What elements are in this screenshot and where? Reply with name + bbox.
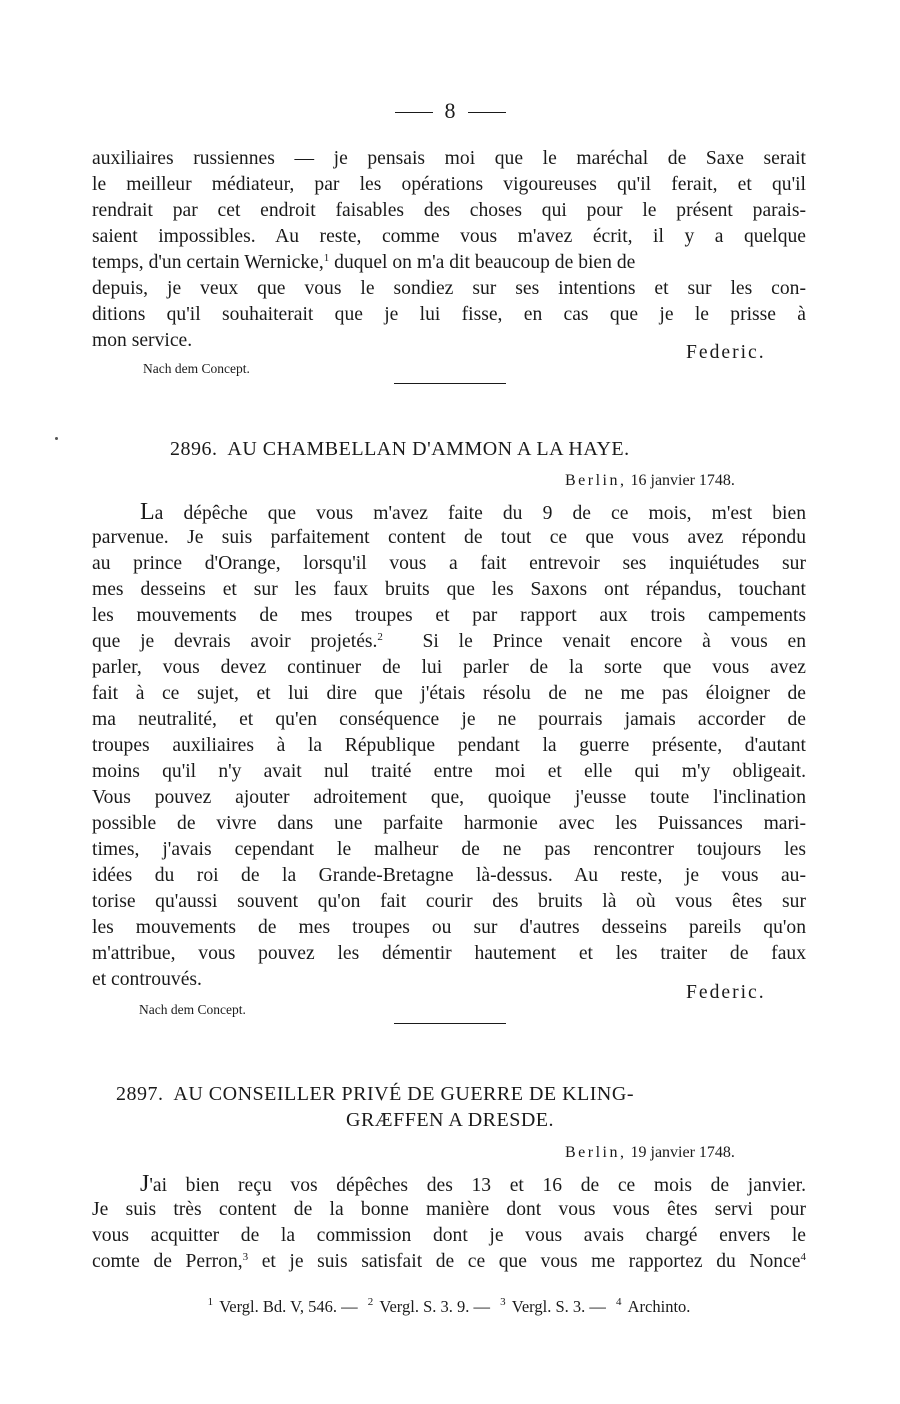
text-line: mon service. <box>92 330 193 351</box>
text-line: vous acquitter de la commission dont je vous avais chargé envers le <box>92 1225 806 1246</box>
text-line: parvenue. Je suis parfaitement content de tout ce que vous avez répondu <box>92 527 806 548</box>
footnote: $^3$ Vergl. S. 3. — <box>500 1296 606 1316</box>
text-line: le meilleur médiateur, par les opérations vigoureuses qu'il ferait, et qu'il <box>92 174 806 195</box>
footnote-ref: 4 <box>800 1251 806 1263</box>
text-line: mes desseins et sur les faux bruits que les Saxons ont répandus, touchant <box>92 579 806 600</box>
text-line: Vous pouvez ajouter adroitement que, quoique j'eusse toute l'inclination <box>92 787 806 808</box>
source-note: Nach dem Concept. <box>143 361 250 376</box>
section-divider <box>394 383 506 384</box>
text-line: ma neutralité, et qu'en conséquence je ne pourrais jamais accorder de <box>92 709 806 730</box>
text-line: possible de vivre dans une parfaite harmonie avec les Puissances mari- <box>92 813 806 834</box>
text-line: torise qu'aussi souvent qu'on fait courir des bruits là où vous êtes sur <box>92 891 806 912</box>
text-line: saient impossibles. Au reste, comme vous m'avez écrit, il y a quelque <box>92 226 806 247</box>
text-line: et controuvés. <box>92 969 202 990</box>
text-line: que je devrais avoir projetés.$^2$ Si le Prince venait encore à vous en <box>92 631 806 652</box>
page-number: 8 <box>0 99 900 123</box>
text-line: La dépêche que vous m'avez faite du 9 de ce mois, m'est bien <box>140 499 806 525</box>
text-line: moins qu'il n'y avait nul traité entre moi et elle qui m'y obligeait. <box>92 761 806 782</box>
page-number-dash-right <box>468 112 506 113</box>
footnote: $^2$ Vergl. S. 3. 9. — <box>367 1296 491 1316</box>
footnote-ref: 3 <box>242 1251 249 1263</box>
letter-heading: 2896. AU CHAMBELLAN D'AMMON A LA HAYE. <box>170 438 630 460</box>
dateline: Berlin, 19 janvier 1748. <box>565 1144 735 1161</box>
text-line: les mouvements de mes troupes ou sur d'autres desseins pareils qu'on <box>92 917 806 938</box>
dateline: Berlin, 16 janvier 1748. <box>565 472 735 489</box>
text-line: auxiliaires russiennes — je pensais moi que le maréchal de Saxe serait <box>92 148 806 169</box>
footnotes <box>0 1297 900 1317</box>
text-line: au prince d'Orange, lorsqu'il vous a fait entrevoir ses inquiétudes sur <box>92 553 806 574</box>
text-line: Je suis très content de la bonne manière dont vous vous êtes servi pour <box>92 1199 806 1220</box>
signature: Federic. <box>686 982 766 1003</box>
text-line: J'ai bien reçu vos dépêches des 13 et 16 de ce mois de janvier. <box>140 1171 806 1197</box>
footnote-ref: 2 <box>377 631 383 643</box>
letter-heading: 2897. AU CONSEILLER PRIVÉ DE GUERRE DE KLING- <box>116 1083 634 1105</box>
drop-initial: L <box>140 499 155 525</box>
text-line: comte de Perron,$^3$ et je suis satisfait de ce que vous me rapportez du Nonce$^4$ <box>92 1251 806 1272</box>
text-line: temps, d'un certain Wernicke,$^1$ duquel on m'a dit beaucoup de bien de <box>92 252 636 273</box>
text-line: troupes auxiliaires à la République pendant la guerre présente, d'autant <box>92 735 806 756</box>
text-line: fait à ce sujet, et lui dire que j'étais résolu de ne me pas éloigner de <box>92 683 806 704</box>
text-line: times, j'avais cependant le malheur de ne pas rencontrer toujours les <box>92 839 806 860</box>
text-line: depuis, je veux que vous le sondiez sur ses intentions et sur les con- <box>92 278 806 299</box>
text-line: ditions qu'il souhaiterait que je lui fisse, en cas que je le prisse à <box>92 304 806 325</box>
footnote: $^1$ Vergl. Bd. V, 546. — <box>207 1296 358 1316</box>
drop-initial: J <box>140 1171 150 1197</box>
source-note: Nach dem Concept. <box>139 1002 246 1017</box>
text-line: les mouvements de mes troupes et par rapport aux trois campements <box>92 605 806 626</box>
signature: Federic. <box>686 342 766 363</box>
page-number-dash-left <box>395 112 433 113</box>
letter-heading-line2: GRÆFFEN A DRESDE. <box>346 1109 554 1131</box>
text-line: rendrait par cet endroit faisables des choses qui pour le présent parais- <box>92 200 806 221</box>
text-line: idées du roi de la Grande-Bretagne là-dessus. Au reste, je vous au- <box>92 865 806 886</box>
footnote-ref: 1 <box>323 252 330 264</box>
text-line: parler, vous devez continuer de lui parler de la sorte que vous avez <box>92 657 806 678</box>
footnote: $^4$ Archinto. <box>616 1296 691 1316</box>
margin-speck <box>55 437 58 440</box>
text-line: m'attribue, vous pouvez les démentir hautement et les traiter de faux <box>92 943 806 964</box>
section-divider <box>394 1023 506 1024</box>
